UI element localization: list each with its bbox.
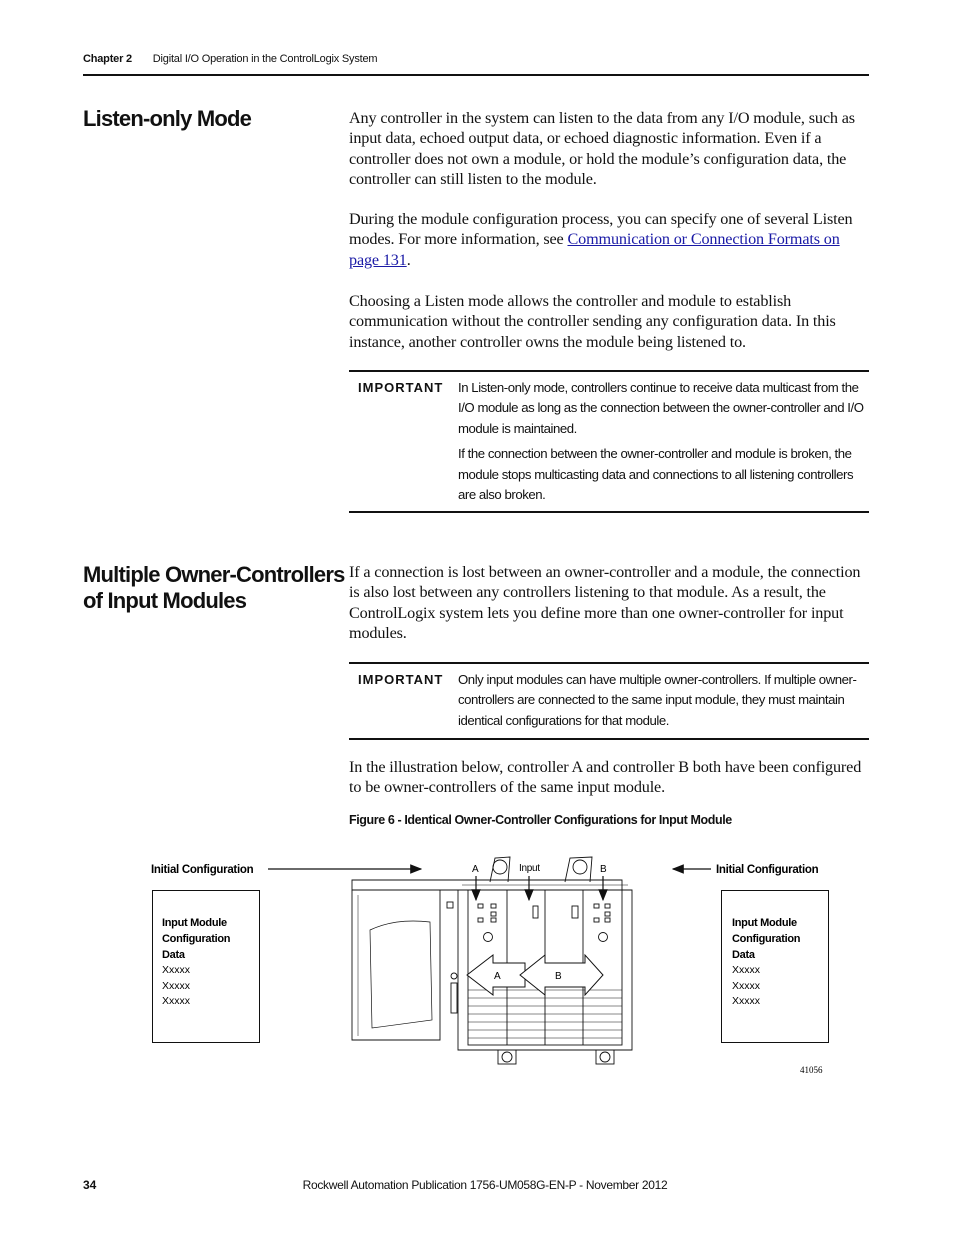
left-box-value-2: Xxxxx — [162, 980, 191, 992]
important-label: IMPORTANT — [358, 380, 444, 395]
left-box-title-3: Data — [162, 949, 185, 961]
multiple-owner-paragraph-1: If a connection is lost between an owner-controller and a module, the connection is also lost between any controllers listening to that module. As a result, the ControlLogix system lets you define more than one owner-controller for input modules. — [349, 563, 861, 642]
figure-caption: Figure 6 - Identical Owner-Controller Configurations for Input Module — [349, 813, 732, 827]
chapter-label: Chapter 2 — [83, 53, 132, 65]
listen-only-paragraph-1: Any controller in the system can listen to the data from any I/O module, such as input data, echoed output data, or echoed diagnostic information. Even if a controller does not own a module, or hold the module’s configuration data, the controller can still listen to the module. — [349, 109, 855, 188]
right-box-title-1: Input Module — [732, 917, 797, 929]
listen-only-paragraph-2: During the module configuration process, you can specify one of several Listen modes. For more information, see Communication or Connection Formats on page 131. — [349, 210, 853, 269]
left-initial-config-label: Initial Configuration — [151, 864, 254, 876]
important-text-1: In Listen-only mode, controllers continue to receive data multicast from the I/O module as long as the connection between the owner-controller and I/O module is maintained. — [458, 380, 864, 436]
left-box-title-2: Configuration — [162, 933, 231, 945]
listen-only-paragraph-3: Choosing a Listen mode allows the controller and module to establish communication without the controller sending any configuration data. In this instance, another controller owns the module being listened to. — [349, 292, 836, 351]
important-label: IMPORTANT — [358, 672, 444, 687]
right-initial-config-label: Initial Configuration — [716, 864, 819, 876]
left-box-title-1: Input Module — [162, 917, 227, 929]
multiple-owner-paragraph-2: In the illustration below, controller A and controller B both have been configured to be owner-controllers of the same input module. — [349, 758, 862, 797]
right-box-title-2: Configuration — [732, 933, 801, 945]
right-box-value-3: Xxxxx — [732, 995, 761, 1007]
section-heading-listen-only: Listen-only Mode — [83, 106, 252, 131]
figure-number: 41056 — [800, 1065, 823, 1075]
page-number: 34 — [83, 1178, 97, 1192]
slot-label-a: A — [472, 864, 479, 875]
important-text-1: Only input modules can have multiple owner-controllers. If multiple owner-controllers are connected to the same input module, they must maintain identical configurations for that module. — [458, 672, 857, 728]
slot-label-b: B — [600, 864, 607, 875]
chapter-title: Digital I/O Operation in the ControlLogix System — [152, 53, 378, 65]
right-box-value-2: Xxxxx — [732, 980, 761, 992]
left-box-value-3: Xxxxx — [162, 995, 191, 1007]
section-heading-multiple-owner: Multiple Owner-Controllers of Input Modules — [83, 562, 345, 613]
right-box-title-3: Data — [732, 949, 755, 961]
arrow-label-b: B — [555, 971, 562, 982]
important-text-2: If the connection between the owner-controller and module is broken, the module stops multicasting data and connections to all listening controllers are also broken. — [458, 446, 854, 503]
right-box-value-1: Xxxxx — [732, 964, 761, 976]
communication-formats-link[interactable]: Communication or Connection Formats on page 131 — [349, 230, 840, 269]
slot-label-input: Input — [519, 863, 540, 874]
publication-footer: Rockwell Automation Publication 1756-UM058G-EN-P - November 2012 — [302, 1178, 668, 1192]
arrow-label-a: A — [494, 971, 501, 982]
left-box-value-1: Xxxxx — [162, 964, 191, 976]
